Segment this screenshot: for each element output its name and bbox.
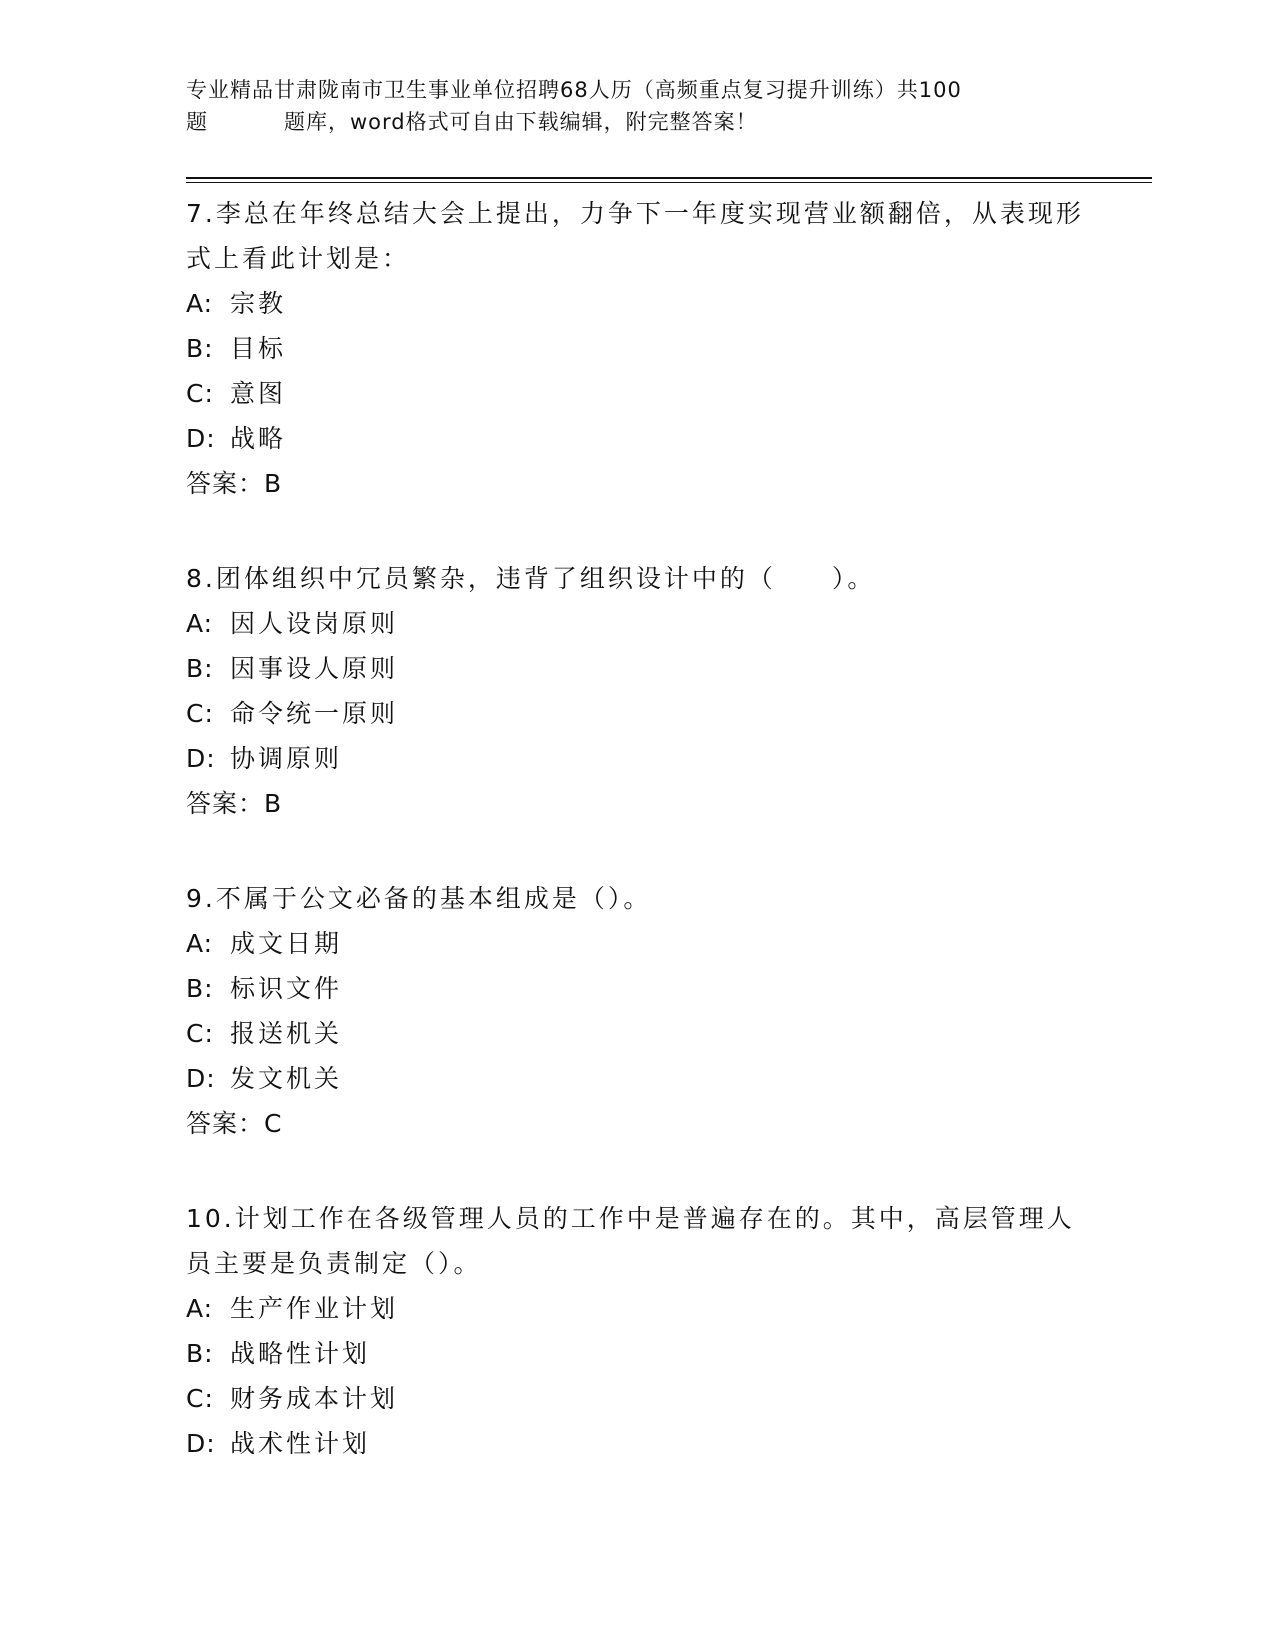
option-text: 战略 [230,424,287,453]
option-key: C: [186,379,214,408]
option-d [186,1421,1086,1466]
option-key: A: [186,609,214,638]
option-text: 目标 [230,334,287,363]
option-key: C: [186,699,214,728]
option-key: D: [186,1429,216,1458]
document-header [186,74,1086,138]
option-key: A: [186,289,214,318]
option-key: B: [186,334,214,363]
header-line-2-left: 题 [186,110,208,134]
option-c [186,1011,1086,1056]
question-9 [186,876,1086,1146]
option-text: 标识文件 [230,974,343,1003]
option-key: A: [186,1294,214,1323]
option-a [186,281,1086,326]
option-text: 因事设人原则 [230,654,399,683]
option-key: C: [186,1019,214,1048]
option-text: 发文机关 [230,1064,343,1093]
option-b [186,1331,1086,1376]
option-b [186,326,1086,371]
option-text: 战略性计划 [230,1339,371,1368]
header-divider-thick [186,177,1152,179]
option-text: 因人设岗原则 [230,609,399,638]
option-c [186,1376,1086,1421]
question-text: 8.团体组织中冗员繁杂，违背了组织设计中的（ ）。 [186,564,876,593]
option-d [186,416,1086,461]
option-c [186,691,1086,736]
option-key: A: [186,929,214,958]
option-text: 成文日期 [230,929,343,958]
question-list [186,191,1086,1516]
option-d [186,1056,1086,1101]
option-d [186,736,1086,781]
header-title-line-2 [186,106,1086,138]
option-a [186,601,1086,646]
option-key: D: [186,744,216,773]
option-key: D: [186,424,216,453]
option-key: C: [186,1384,214,1413]
question-text: 7.李总在年终总结大会上提出，力争下一年度实现营业额翻倍，从表现形式上看此计划是： [186,199,1084,273]
question-8 [186,556,1086,826]
header-title-line-1: 专业精品甘肃陇南市卫生事业单位招聘68人历（高频重点复习提升训练）共100 [186,78,962,102]
option-b [186,646,1086,691]
option-text: 生产作业计划 [230,1294,399,1323]
question-text: 10.计划工作在各级管理人员的工作中是普遍存在的。其中，高层管理人员主要是负责制定（）。 [186,1204,1075,1278]
question-7 [186,191,1086,506]
option-key: B: [186,654,214,683]
option-a [186,1286,1086,1331]
option-key: B: [186,974,214,1003]
question-10 [186,1196,1086,1466]
question-text: 9.不属于公文必备的基本组成是（）。 [186,884,652,913]
answer-line: 答案：C [186,1109,283,1138]
option-text: 财务成本计划 [230,1384,399,1413]
option-key: B: [186,1339,214,1368]
option-text: 意图 [230,379,287,408]
option-text: 宗教 [230,289,287,318]
header-line-2-right: 题库，word格式可自由下载编辑，附完整答案！ [284,110,758,134]
option-c [186,371,1086,416]
option-text: 报送机关 [230,1019,343,1048]
header-divider-thin [186,182,1152,183]
answer-line: 答案：B [186,789,283,818]
option-text: 战术性计划 [230,1429,371,1458]
option-key: D: [186,1064,216,1093]
option-a [186,921,1086,966]
option-b [186,966,1086,1011]
option-text: 命令统一原则 [230,699,399,728]
answer-line: 答案：B [186,469,283,498]
option-text: 协调原则 [230,744,343,773]
